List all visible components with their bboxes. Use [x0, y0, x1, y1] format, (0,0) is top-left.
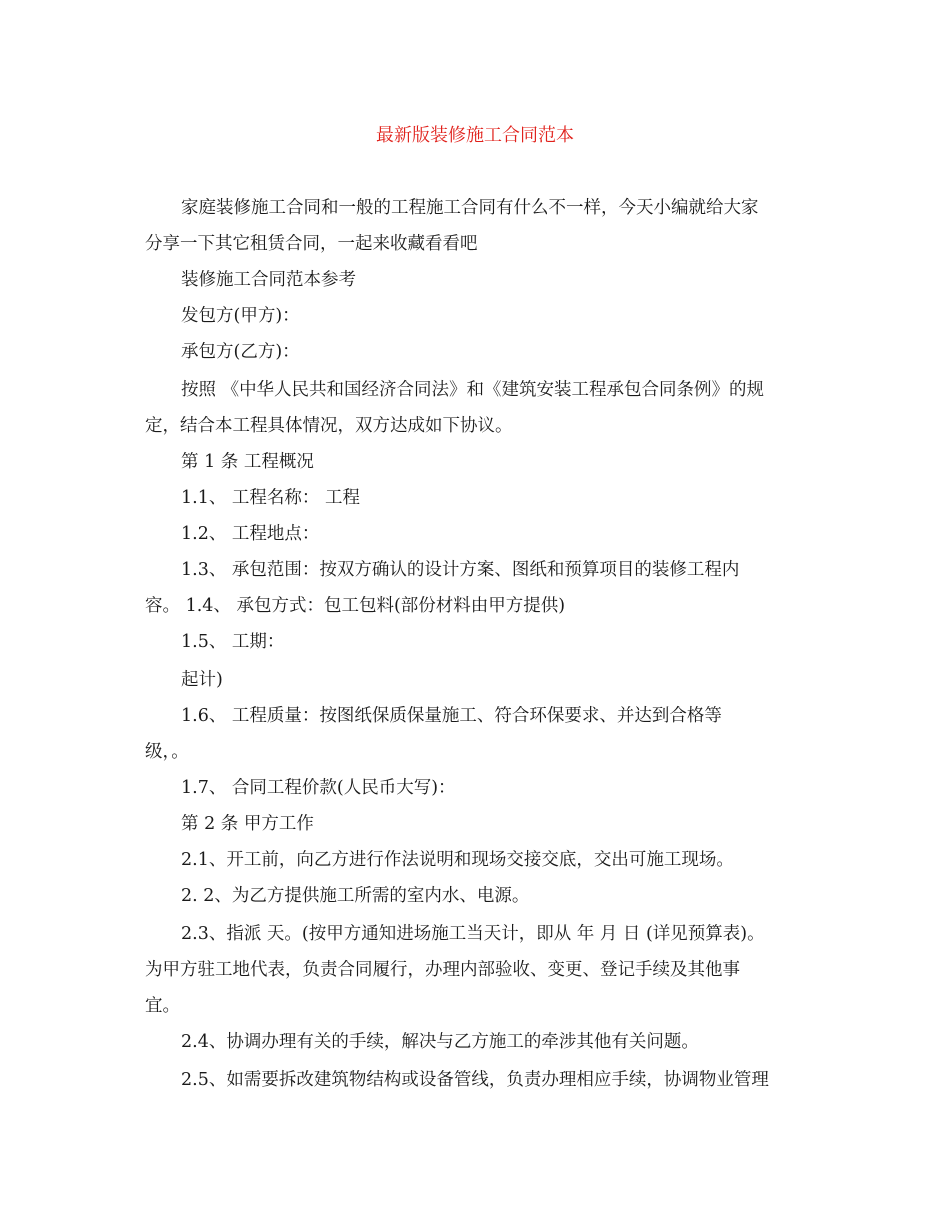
section-heading: 装修施工合同范本参考	[181, 270, 356, 290]
preamble-line-2: 定，结合本工程具体情况，双方达成如下协议。	[145, 416, 513, 436]
party-b-line: 承包方(乙方)：	[181, 342, 300, 362]
clause-1-6: 1.6、 工程质量：按图纸保质保量施工、符合环保要求、并达到合格等	[181, 706, 722, 726]
clause-1-7: 1.7、 合同工程价款(人民币大写)：	[181, 778, 456, 798]
article-2-heading: 第 2 条 甲方工作	[181, 814, 314, 834]
clause-2-2: 2. 2、为乙方提供施工所需的室内水、电源。	[181, 886, 530, 906]
clause-2-3-cont-2: 宜。	[145, 996, 180, 1016]
intro-line-1: 家庭装修施工合同和一般的工程施工合同有什么不一样，今天小编就给大家	[181, 198, 759, 218]
clause-2-3-cont-1: 为甲方驻工地代表，负责合同履行，办理内部验收、变更、登记手续及其他事	[145, 960, 740, 980]
intro-line-2: 分享一下其它租赁合同，一起来收藏看看吧	[145, 234, 478, 254]
clause-1-5-cont: 起计)	[181, 670, 223, 690]
clause-1-3: 1.3、 承包范围：按双方确认的设计方案、图纸和预算项目的装修工程内	[181, 560, 740, 580]
clause-2-5: 2.5、如需要拆改建筑物结构或设备管线，负责办理相应手续，协调物业管理	[181, 1070, 769, 1090]
clause-1-1: 1.1、 工程名称： 工程	[181, 488, 360, 508]
clause-2-3: 2.3、指派 天。(按甲方通知进场施工当天计，即从 年 月 日 (详见预算表)。	[181, 924, 765, 944]
article-1-heading: 第 1 条 工程概况	[181, 452, 314, 472]
preamble-line-1: 按照 《中华人民共和国经济合同法》和《建筑安装工程承包合同条例》的规	[181, 380, 765, 400]
clause-1-3-cont: 容。 1.4、 承包方式：包工包料(部份材料由甲方提供)	[145, 596, 566, 616]
clause-1-5: 1.5、 工期：	[181, 632, 285, 652]
clause-2-1: 2.1、开工前，向乙方进行作法说明和现场交接交底，交出可施工现场。	[181, 850, 734, 870]
document-title: 最新版装修施工合同范本	[376, 125, 574, 146]
clause-1-6-cont: 级，。	[145, 742, 189, 762]
clause-2-4: 2.4、协调办理有关的手续，解决与乙方施工的牵涉其他有关问题。	[181, 1032, 699, 1052]
party-a-line: 发包方(甲方)：	[181, 306, 300, 326]
clause-1-2: 1.2、 工程地点：	[181, 524, 320, 544]
